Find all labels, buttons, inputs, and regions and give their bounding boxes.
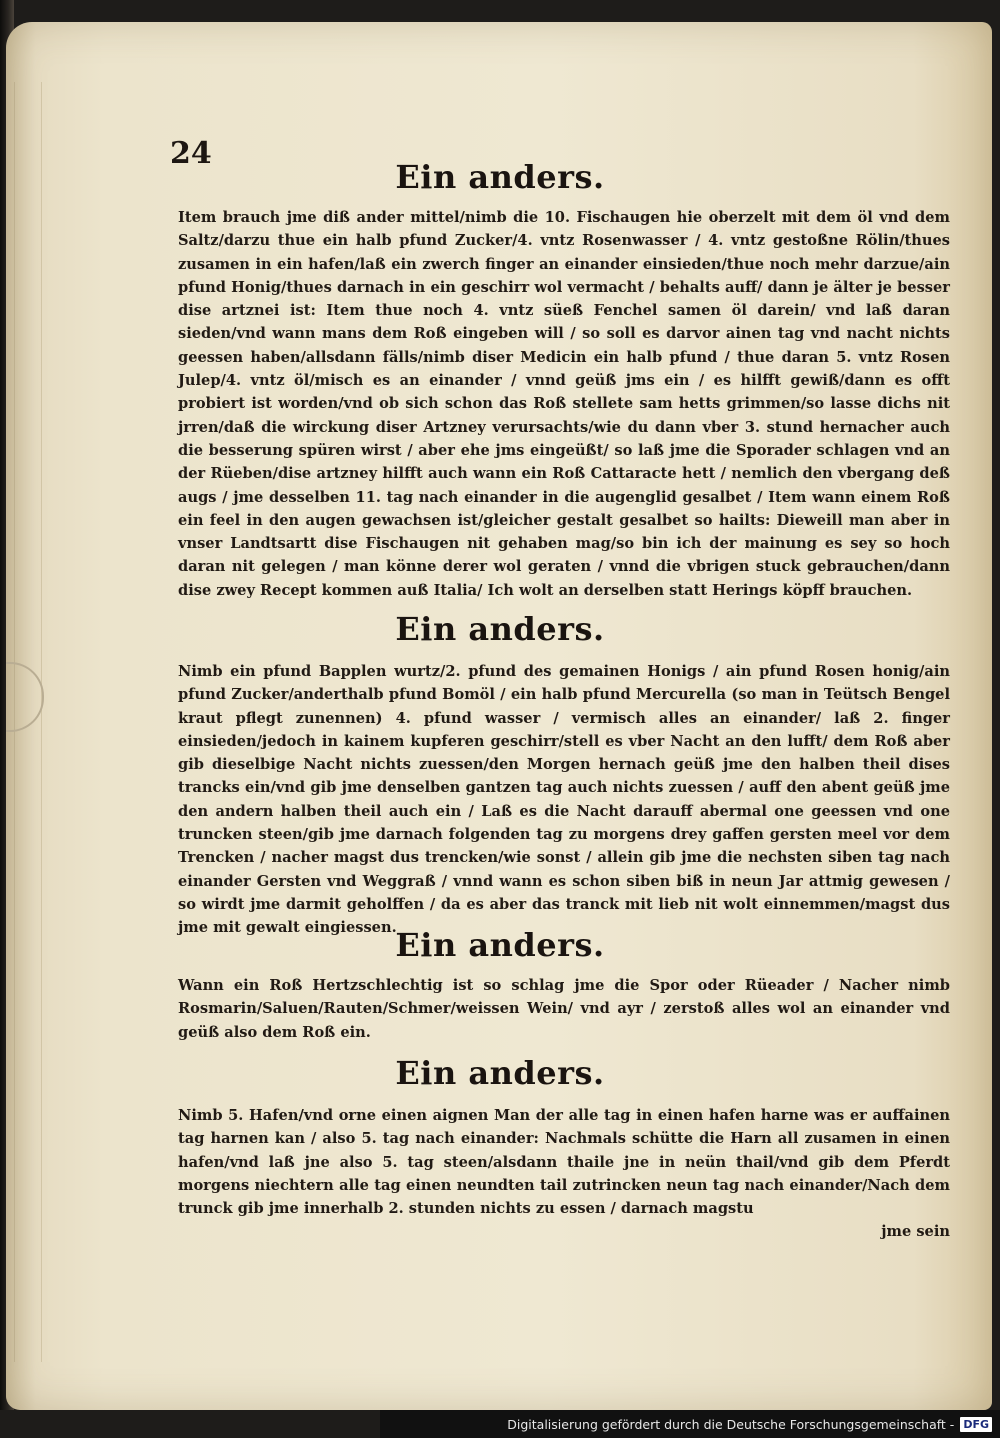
section-text-4: Nimb 5. Hafen/vnd orne einen aignen Man der alle tag in einen hafen harne was er auffainen tag harnen kan / also 5. tag nach einander: Nachmals schütte die Harn all zusamen in einen hafen/vnd laß jne also 5. tag steen/alsdann thaile jne in neün thail/vnd gib dem Pferdt morgens niechtern alle tag einen neundten tail zutrincken neun tag nach einander/Nach dem trunck gib jme innerhalb 2. stunden nichts zu essen / darnach magstu xyxy=(178,1107,950,1218)
page-number: 24 xyxy=(170,136,212,171)
section-heading-4: Ein anders. xyxy=(395,1054,605,1092)
dfg-logo: DFG xyxy=(960,1417,992,1432)
section-text-2: Nimb ein pfund Bapplen wurtz/2. pfund des gemainen Honigs / ain pfund Rosen honig/ain pfund Zucker/anderthalb pfund Bomöl / ein halb pfund Mercurella (so man in Teütsch Bengel kraut pflegt zunennen) 4. pfund wasser / vermisch alles an einander/ laß 2. finger einsieden/jedoch in kainem kupferen geschirr/stell es vber Nacht an den lufft/ dem Roß aber gib dieselbige Nacht nichts zuessen/den Morgen hernach geüß jme den halben theil dises trancks ein/vnd gib jme denselben gantzen tag auch nichts zuessen / auff den abent geüß jme den andern halben theil auch ein / Laß es die Nacht darauff abermal one geessen vnd one truncken steen/gib jme darnach folgenden tag zu morgens drey gaffen gersten meel vor dem Trencken / nacher magst dus trencken/wie sonst / allein gib jme die nechsten siben tag nach einander Gersten vnd Weggraß / vnnd wann es schon siben biß in neun Jar attmig gewesen / so wirdt jme darmit geholffen / da es aber das tranck mit lieb nit wolt einnemmen/magst dus jme mit gewalt eingiessen. xyxy=(178,663,950,937)
section-text-1: Item brauch jme diß ander mittel/nimb die 10. Fischaugen hie oberzelt mit dem öl vnd dem Saltz/darzu thue ein halb pfund Zucker/4. vntz Rosenwasser / 4. vntz gestoßne Rölin/thues zusamen in ein hafen/laß ein zwerch finger an einander einsieden/thue noch mehr darzue/ain pfund Honig/thues darnach in ein geschirr wol vermacht / behalts auff/ dann je älter je besser dise artznei ist: Item thue noch 4. vntz süeß Fenchel samen öl darein/ vnd laß daran sieden/vnd wann mans dem Roß eingeben will / so soll es darvor ainen tag vnd nacht nichts geessen haben/allsdann fälls/nimb diser Medicin ein halb pfund / thue daran 5. vntz Rosen Julep/4. vntz öl/misch es an einander / vnnd geüß jms ein / es hilfft gewiß/dann es offt probiert ist worden/vnd ob sich schon das Roß stellete sam hetts grimmen/so lasse dichs nit jrren/daß die wirckung diser Artzney verursachts/wie du dann vber 3. stund hernacher auch die besserung spüren wirst / aber ehe jms eingeüßt/ so laß jme die Sporader schlagen vnd an der Rüeben/dise artzney hilfft auch wann ein Roß Cattaracte hett / nemlich den vbergang deß augs / jme desselben 11. tag nach einander in die augenglid gesalbet / Item wann einem Roß ein feel in den augen gewachsen ist/gleicher gestalt gesalbet so hailts: Dieweill man aber in vnser Landtsartt dise Fischaugen nit gehaben mag/so bin ich der mainung es sey so hoch daran nit gelegen / man könne derer wol geraten / vnnd die vbrigen stuck gebrauchen/dann dise zwey Recept kommen auß Italia/ Ich wolt an derselben statt Herings köpff brauchen. xyxy=(178,209,950,599)
footer-credit-text: Digitalisierung gefördert durch die Deutsche Forschungsgemeinschaft - xyxy=(507,1416,955,1432)
catchword: jme sein xyxy=(881,1223,950,1240)
section-heading-2: Ein anders. xyxy=(395,610,605,648)
section-text-3: Wann ein Roß Hertzschlechtig ist so schlag jme die Spor oder Rüeader / Nacher nimb Rosmarin/Saluen/Rauten/Schmer/weissen Wein/ vnd ayr / zerstoß alles wol an einander vnd geüß also dem Roß ein. xyxy=(178,977,950,1041)
footer-bar xyxy=(380,1410,1000,1438)
section-heading-3: Ein anders. xyxy=(395,926,605,964)
section-heading-1: Ein anders. xyxy=(395,158,605,196)
